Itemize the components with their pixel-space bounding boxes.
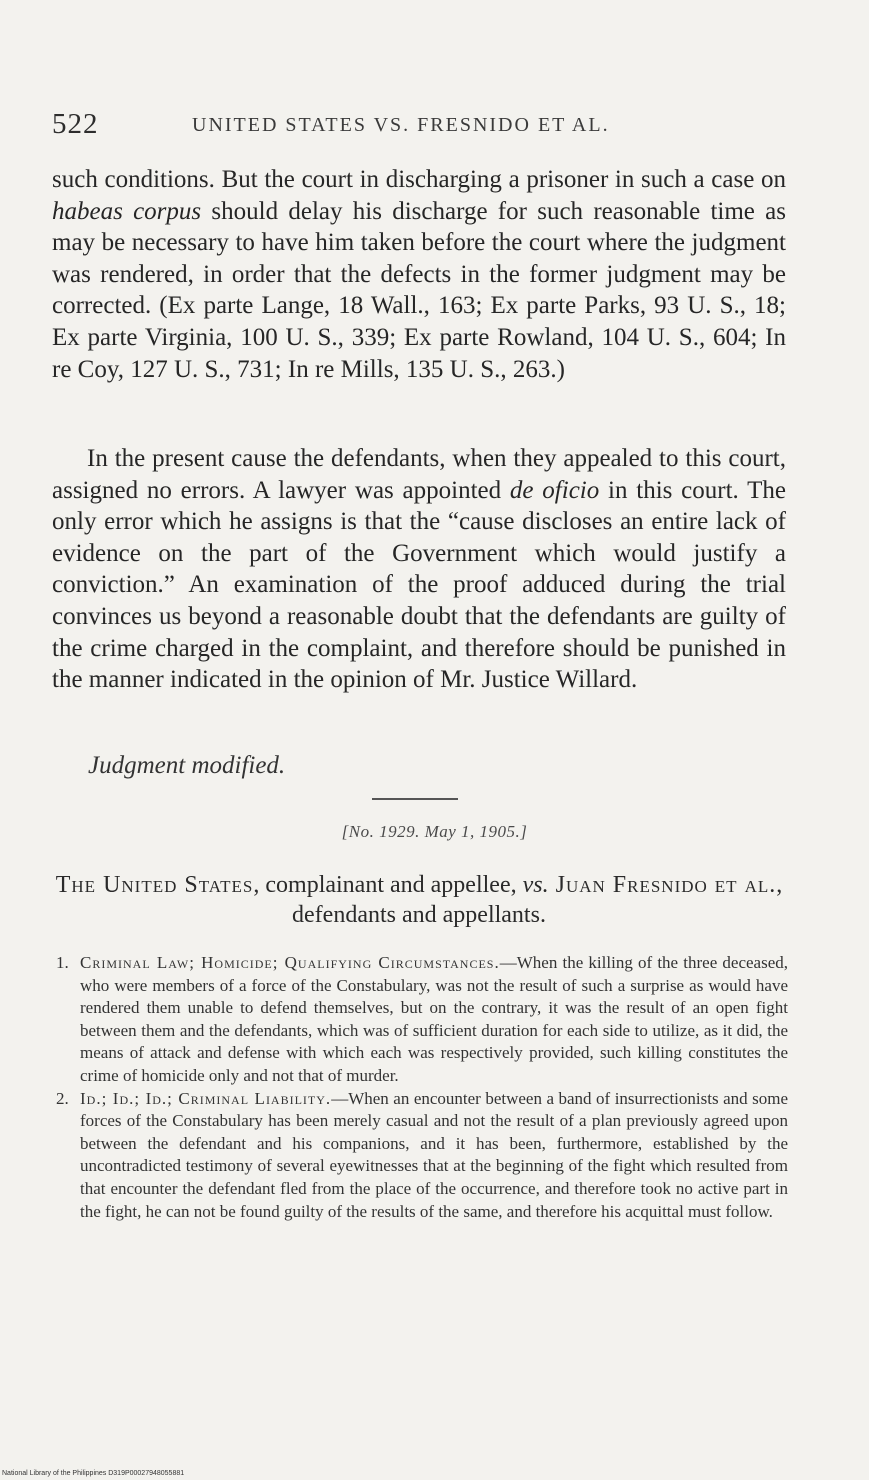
case-number: [No. 1929. May 1, 1905.] — [341, 822, 528, 841]
syllabus-text: —When an encounter between a band of insurrectionists and some forces of the Constabulary has been merely casual and not the result of a plan previously agreed upon between the defendant and his companions, and it has been, furthermore, established by the uncontradicted testimony of several eyewitnesses that at the beginning of the fight which resulted from that encounter the defendant fled from the place of the occurrence, and therefore took no active part in the fight, he can not be found guilty of the results of the same, and therefore his acquittal must follow. — [80, 1088, 789, 1221]
case-title-defendant: Juan Fresnido et al. — [548, 872, 777, 898]
para1-italic-term: habeas corpus — [52, 197, 202, 225]
case-title — [52, 870, 786, 930]
page-header — [52, 108, 792, 144]
section-divider — [372, 798, 458, 800]
syllabus-text: —When the killing of the three deceased, who were members of a force of the Constabulary, was not the result of such a surprise as would have rendered them unable to defend themselves, but on the contrary, it was the result of an open fight between them and the defendants, which was of sufficient duration for each side to utilize, as it did, the means of attack and defense with which each was respectively provided, such killing constitutes the crime of homicide only and not that of murder. — [80, 953, 788, 1085]
case-title-plaintiff: The United States — [55, 872, 254, 898]
case-title-plaintiff-role: , complainant and appellee, — [253, 872, 523, 898]
syllabus — [52, 952, 788, 1223]
case-title-defendant-role: , defendants and appellants. — [292, 872, 783, 928]
scan-footer: National Library of the Philippines D319P00027948055881 — [2, 1470, 185, 1477]
paragraph-continuation — [52, 164, 786, 385]
syllabus-number: 2. — [56, 1088, 69, 1108]
para2-italic-term: de oficio — [509, 476, 600, 504]
paragraph-present-cause — [52, 443, 786, 696]
page-number: 522 — [52, 108, 99, 140]
syllabus-item — [52, 1088, 788, 1224]
judgment-line: Judgment modified. — [88, 752, 286, 779]
syllabus-heading: Id.; Id.; Id.; Criminal Liability. — [80, 1088, 332, 1108]
para1-text-b: should delay his discharge for such reasonable time as may be necessary to have him taken before the court where the judgment was rendered, in order that the defects in the former judgment may be corrected. (Ex parte Lange, 18 Wall., 163; Ex parte Parks, 93 U. S., 18; Ex parte Virginia, 100 U. S., 339; Ex parte Rowland, 104 U. S., 604; In re Coy, 127 U. S., 731; In re Mills, 135 U. S., 263.) — [52, 197, 786, 383]
para2-text-b: in this court. The only error which he assigns is that the “cause discloses an entire lack of evidence on the part of the Government which would justify a conviction.” An examination of the proof adduced during the trial convinces us beyond a reasonable doubt that the defendants are guilty of the crime charged in the complaint, and therefore should be punished in the manner indicated in the opinion of Mr. Justice Willard. — [52, 476, 786, 694]
syllabus-number: 1. — [56, 953, 69, 972]
para2-text-a: In the present cause the defendants, when they appealed to this court, assigned no errors. A lawyer was appointed — [52, 445, 786, 504]
para1-text-a: such conditions. But the court in discharging a prisoner in such a case on — [52, 166, 786, 193]
running-title: UNITED STATES VS. FRESNIDO ET AL. — [192, 114, 610, 136]
case-title-vs: vs. — [522, 872, 549, 898]
syllabus-item — [52, 952, 788, 1088]
syllabus-heading: Criminal Law; Homicide; Qualifying Circumstances. — [80, 953, 500, 972]
